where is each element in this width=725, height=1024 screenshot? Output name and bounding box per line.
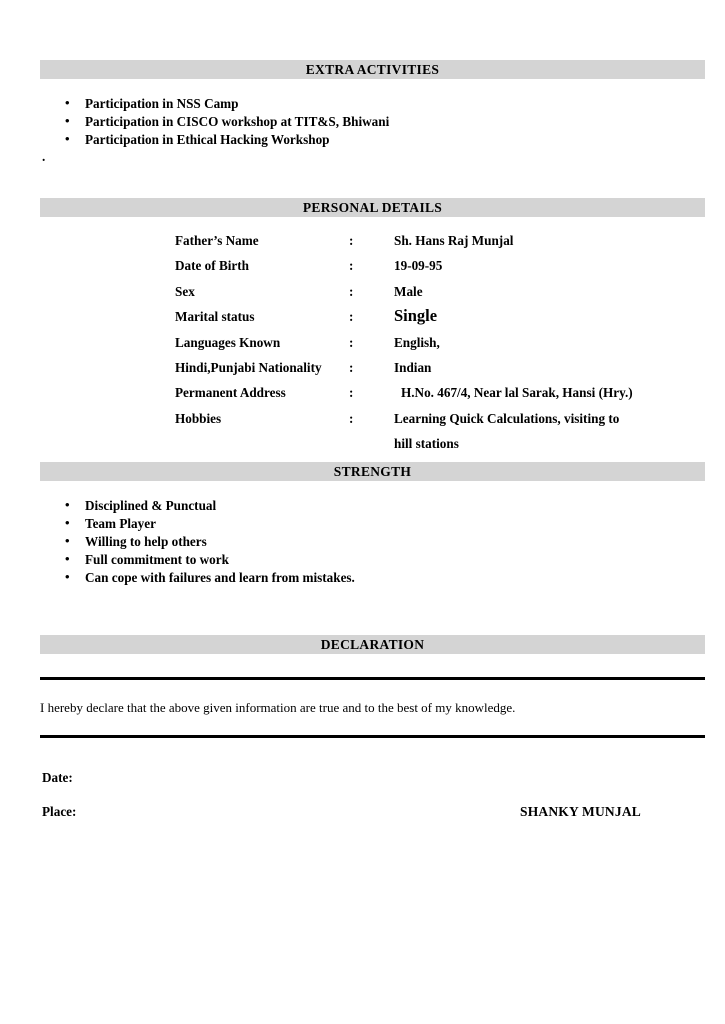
list-item: • Participation in NSS Camp: [62, 95, 389, 113]
personal-details-table: [175, 231, 705, 451]
detail-separator: :: [349, 258, 354, 274]
detail-value: Learning Quick Calculations, visiting to: [394, 410, 620, 426]
list-item: • Can cope with failures and learn from mistakes.: [62, 569, 355, 587]
list-item: • Participation in Ethical Hacking Workshop: [62, 131, 389, 149]
detail-value: Indian: [394, 359, 432, 375]
detail-separator: :: [349, 359, 354, 375]
stray-period-mark: .: [42, 149, 46, 164]
detail-label: Father’s Name: [175, 233, 259, 248]
table-row: [175, 307, 705, 332]
detail-value: Sh. Hans Raj Munjal: [394, 233, 514, 248]
detail-separator: :: [349, 410, 354, 426]
detail-separator: :: [349, 283, 354, 299]
detail-label: Permanent Address: [175, 385, 286, 401]
list-item: • Full commitment to work: [62, 551, 355, 569]
declaration-rule-top: [40, 677, 705, 680]
list-item: • Disciplined & Punctual: [62, 497, 355, 515]
detail-separator: :: [349, 233, 354, 248]
section-header-strength: STRENGTH: [40, 462, 705, 481]
detail-label: Hindi,Punjabi Nationality: [175, 359, 322, 375]
detail-value: Single: [394, 306, 438, 326]
signature-name: SHANKY MUNJAL: [520, 804, 641, 819]
table-row: [175, 358, 705, 383]
detail-label: Sex: [175, 283, 195, 299]
table-row: [175, 231, 705, 256]
declaration-body-text: I hereby declare that the above given information are true and to the best of my knowledge.: [40, 700, 516, 715]
table-row: [175, 383, 705, 408]
table-row: [175, 282, 705, 307]
section-header-declaration: DECLARATION: [40, 635, 705, 654]
detail-value: English,: [394, 334, 440, 350]
declaration-rule-bottom: [40, 735, 705, 738]
detail-label: Languages Known: [175, 334, 281, 350]
detail-value-continuation: hill stations: [394, 435, 459, 451]
section-header-personal-details: PERSONAL DETAILS: [40, 198, 705, 217]
table-row: [175, 409, 705, 451]
place-label: Place:: [42, 804, 77, 819]
date-label: Date:: [42, 770, 73, 785]
table-row: [175, 256, 705, 281]
detail-value: Male: [394, 283, 423, 299]
section-header-extra-activities: EXTRA ACTIVITIES: [40, 60, 705, 79]
detail-separator: :: [349, 385, 354, 401]
table-row: [175, 333, 705, 358]
extra-activities-list: [62, 95, 389, 149]
detail-separator: :: [349, 309, 354, 325]
detail-label: Hobbies: [175, 410, 222, 426]
list-item: • Participation in CISCO workshop at TIT&S, Bhiwani: [62, 113, 389, 131]
list-item: • Willing to help others: [62, 533, 355, 551]
detail-label: Marital status: [175, 309, 255, 325]
detail-value: 19-09-95: [394, 258, 443, 274]
detail-label: Date of Birth: [175, 258, 249, 274]
list-item: • Team Player: [62, 515, 355, 533]
strength-list: [62, 497, 355, 587]
detail-separator: :: [349, 334, 354, 350]
detail-value: H.No. 467/4, Near lal Sarak, Hansi (Hry.): [401, 385, 633, 401]
